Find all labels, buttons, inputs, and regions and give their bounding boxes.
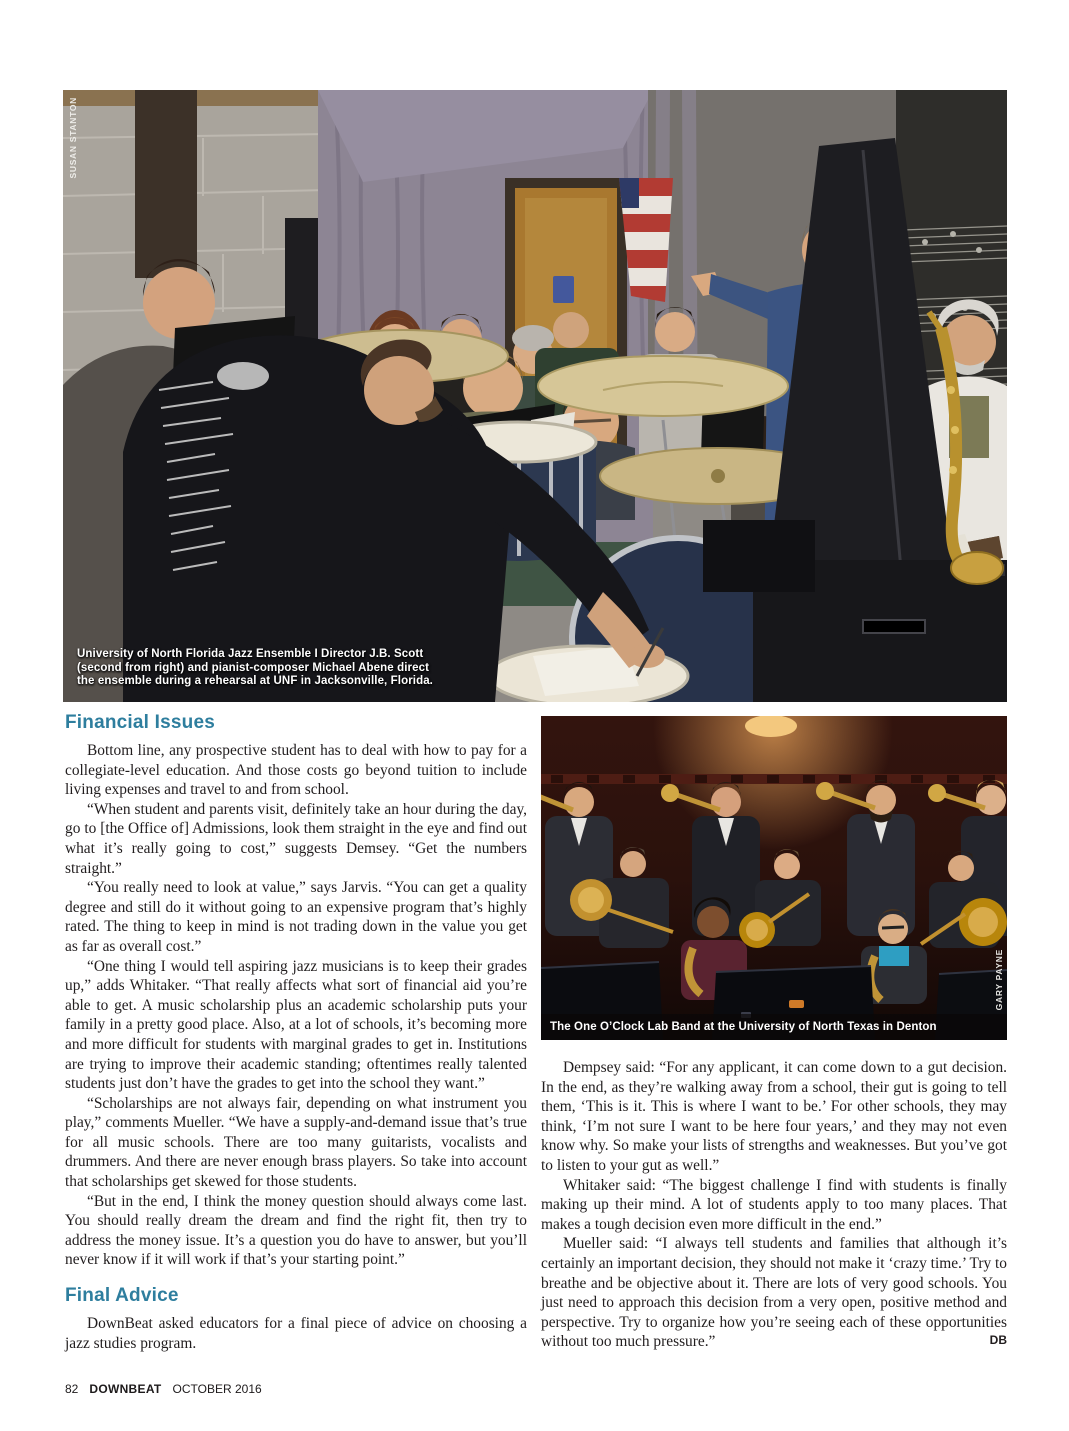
body-paragraph: Whitaker said: “The biggest challenge I find with students is finally making up their mind. A lot of students apply to too many places. That makes a tough decision even more difficult in the end.” xyxy=(541,1176,1007,1233)
photo-credit: GARY PAYNE xyxy=(994,948,1004,1010)
body-paragraph: “One thing I would tell aspiring jazz musicians is to keep their grades up,” adds Whitaker. “That really affects what sort of financial aid you’re able to get. A music scholarship plus an academic scholarship puts your family in a pretty good place. Also, at a lot of schools, it’s becoming more and more difficult for students with marginal grades to get in. Institutions are trying to improve their academic standing; oftentimes really talented students just don’t have the grades to get into the school they want.” xyxy=(65,957,527,1093)
photo-caption: University of North Florida Jazz Ensemble I Director J.B. Scott (second from right) and pianist-composer Michael Abene direct the ensemble during a rehearsal at UNF in Jacksonville, Florida. xyxy=(77,648,433,688)
body-paragraph: “But in the end, I think the money question should always come last. You should really dream the dream and find the right fit, then try to address the money issue. It’s a question you do have to answer, but you’ll never know if it will work if that’s your starting point.” xyxy=(65,1192,527,1269)
photo-credit: SUSAN STANTON xyxy=(68,97,78,179)
rehearsal-photo-illustration xyxy=(63,90,1007,702)
page-number: 82 xyxy=(65,1382,79,1396)
photo-caption-bar xyxy=(541,1014,1007,1040)
page-footer xyxy=(65,1382,262,1396)
body-paragraph: “When student and parents visit, definitely take an hour during the day, go to [the Office of] Admissions, look them straight in the eye and find out what it’s really going to cost,” suggests Demsey. “Get the numbers straight.” xyxy=(65,800,527,877)
lab-band-photo-illustration xyxy=(541,716,1007,1040)
magazine-name: DOWNBEAT xyxy=(89,1382,162,1396)
end-mark: DB xyxy=(989,1333,1007,1348)
section-heading-final-advice: Final Advice xyxy=(65,1285,179,1307)
photo-caption: The One O’Clock Lab Band at the University of North Texas in Denton xyxy=(550,1021,937,1033)
lab-band-photo xyxy=(541,716,1007,1040)
right-column xyxy=(541,716,1007,1352)
section-heading-financial-issues: Financial Issues xyxy=(65,712,215,733)
body-paragraph: Bottom line, any prospective student has to deal with how to pay for a collegiate-level education. And those costs go beyond tuition to include living expenses and travel to and from school. xyxy=(65,742,527,799)
body-paragraph: Dempsey said: “For any applicant, it can come down to a gut decision. In the end, as they’re walking away from a school, their gut is going to tell them, ‘This is it. This is where I want to be.’ For other schools, they may think, ‘I’m not sure I want to be here four years,’ and they may not even know why. So make your lists of strengths and weaknesses. But you’ve got to listen to your gut as well.” xyxy=(541,1059,1007,1174)
left-column xyxy=(65,712,527,1353)
issue-date: OCTOBER 2016 xyxy=(172,1382,262,1396)
rehearsal-photo xyxy=(63,90,1007,702)
body-paragraph: Mueller said: “I always tell students and families that although it’s certainly an important decision, they should not make it ‘crazy time.’ Try to breathe and be objective about it. There are lots of very good schools. You just need to approach this decision from a very open, positive method and perspective. Try to organize how you’re seeing each of these opportunities without too much pressure.” DB xyxy=(541,1235,1007,1351)
body-paragraph: “Scholarships are not always fair, depending on what instrument you play,” comments Mueller. “We have a supply-and-demand issue that’s true for all music schools. There are too many guitarists, vocalists and drummers. And there are never enough brass players. So take into account that scholarships get skewed for those students. xyxy=(65,1094,527,1191)
body-paragraph: “You really need to look at value,” says Jarvis. “You can get a quality degree and still do it without going to an expensive program that’s highly rated. The thing to keep in mind is not trading down in the value you get as far as overall cost.” xyxy=(65,879,527,955)
body-paragraph: DownBeat asked educators for a final piece of advice on choosing a jazz studies program. xyxy=(65,1315,527,1352)
